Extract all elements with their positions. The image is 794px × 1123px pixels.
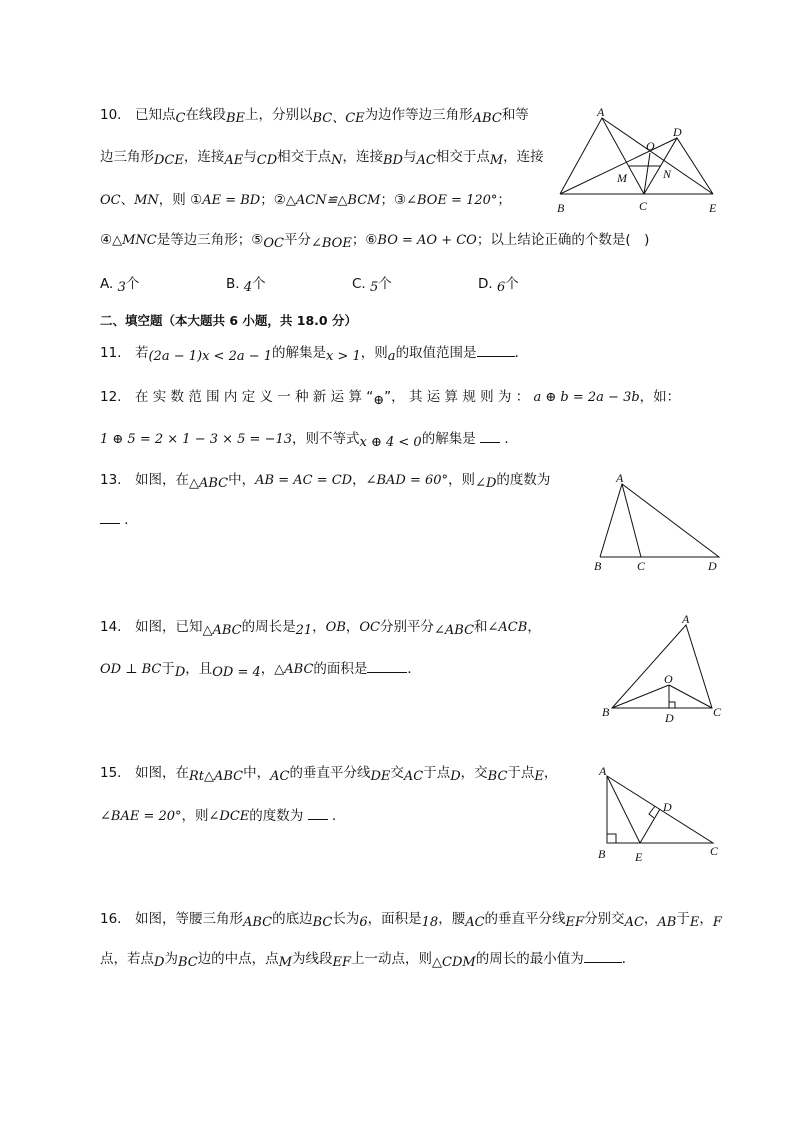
q15-label-b: B [598, 847, 606, 861]
q13-label-b: B [594, 559, 602, 573]
q10-option-c: C. 5个 [352, 276, 392, 295]
q16-line-2: 点，若点D为BC边的中点，点M为线段EF上一动点，则△CDM的周长的最小值为 ． [100, 951, 636, 970]
q13-line-2: ． [100, 510, 138, 530]
q14-label-o: O [664, 672, 673, 686]
q11: 11. 若(2a − 1)x < 2a − 1的解集是x > 1，则a的取值范围是 ． [100, 345, 529, 364]
q10-option-d: D. 6个 [478, 276, 519, 295]
q10-line-1: 10. 已知点C在线段BE上，分别以BC、CE为边作等边三角形ABC和等 [100, 107, 529, 126]
q14-label-c: C [713, 705, 722, 719]
q13-label-c: C [637, 559, 646, 573]
q10-line-2: 边三角形DCE，连接AE与CD相交于点N，连接BD与AC相交于点M，连接 [100, 149, 544, 168]
q10-option-b: B. 4个 [226, 276, 266, 295]
q14-label-d: D [665, 711, 674, 725]
section-header: 二、填空题（本大题共 6 小题，共 18.0 分） [100, 313, 357, 328]
q10-line-4: ④△MNC是等边三角形；⑤OC平分∠BOE；⑥BO = AO + CO；以上结论正确的个数是( ) [100, 232, 650, 251]
q10-label-c: C [639, 199, 648, 213]
q16-answer-blank[interactable] [584, 950, 622, 963]
q13-label-d: D [708, 559, 717, 573]
q14-label-b: B [602, 705, 610, 719]
q10-label-o: O [646, 139, 655, 153]
q15-label-e: E [635, 850, 643, 864]
q12-line-1: 12. 在 实 数 范 围 内 定 义 一 种 新 运 算 “⊕”， 其 运 算 规 则 为 ： a ⊕ b = 2a − 3b，如： [100, 389, 681, 408]
q15-label-c: C [710, 844, 719, 858]
q13-line-1: 13. 如图，在△ABC中，AB = AC = CD，∠BAD = 60°，则∠D的度数为 [100, 472, 551, 491]
q15-right-angle-mark-b [607, 834, 616, 843]
q16-line-1: 16. 如图，等腰三角形ABC的底边BC长为6，面积是18，腰AC的垂直平分线EF分别交AC，AB于E，F [100, 911, 722, 930]
q10-label-d: D [673, 125, 682, 139]
q15-label-d: D [663, 800, 672, 814]
q14-line-1: 14. 如图，已知△ABC的周长是21，OB，OC分别平分∠ABC和∠ACB， [100, 619, 541, 638]
q10-label-m: M [617, 171, 627, 185]
q15-label-a: A [599, 764, 607, 778]
q15-right-angle-mark-d [649, 806, 655, 818]
q10-option-a: A. 3个 [100, 276, 140, 295]
q15-segment-de [640, 809, 660, 843]
q15-line-2: ∠BAE = 20°，则∠DCE的度数为 ． [100, 808, 346, 824]
q10-line-3: OC、MN，则 ①AE = BD；②△ACN≌△BCM；③∠BOE = 120°； [100, 192, 511, 208]
q14-line-2: OD ⊥ BC于D，且OD = 4，△ABC的面积是 ． [100, 661, 421, 680]
q10-label-n: N [663, 167, 672, 181]
q10-label-a: A [597, 105, 605, 119]
q10-label-b: B [557, 201, 565, 215]
q13-label-a: A [616, 471, 624, 485]
q14-label-a: A [682, 612, 690, 626]
q15-line-1: 15. 如图，在Rt△ABC中，AC的垂直平分线DE交AC于点D，交BC于点E， [100, 765, 558, 784]
q12-line-2: 1 ⊕ 5 = 2 × 1 − 3 × 5 = −13，则不等式x ⊕ 4 < 0的解集是 ． [100, 431, 518, 450]
q10-label-e: E [709, 201, 717, 215]
